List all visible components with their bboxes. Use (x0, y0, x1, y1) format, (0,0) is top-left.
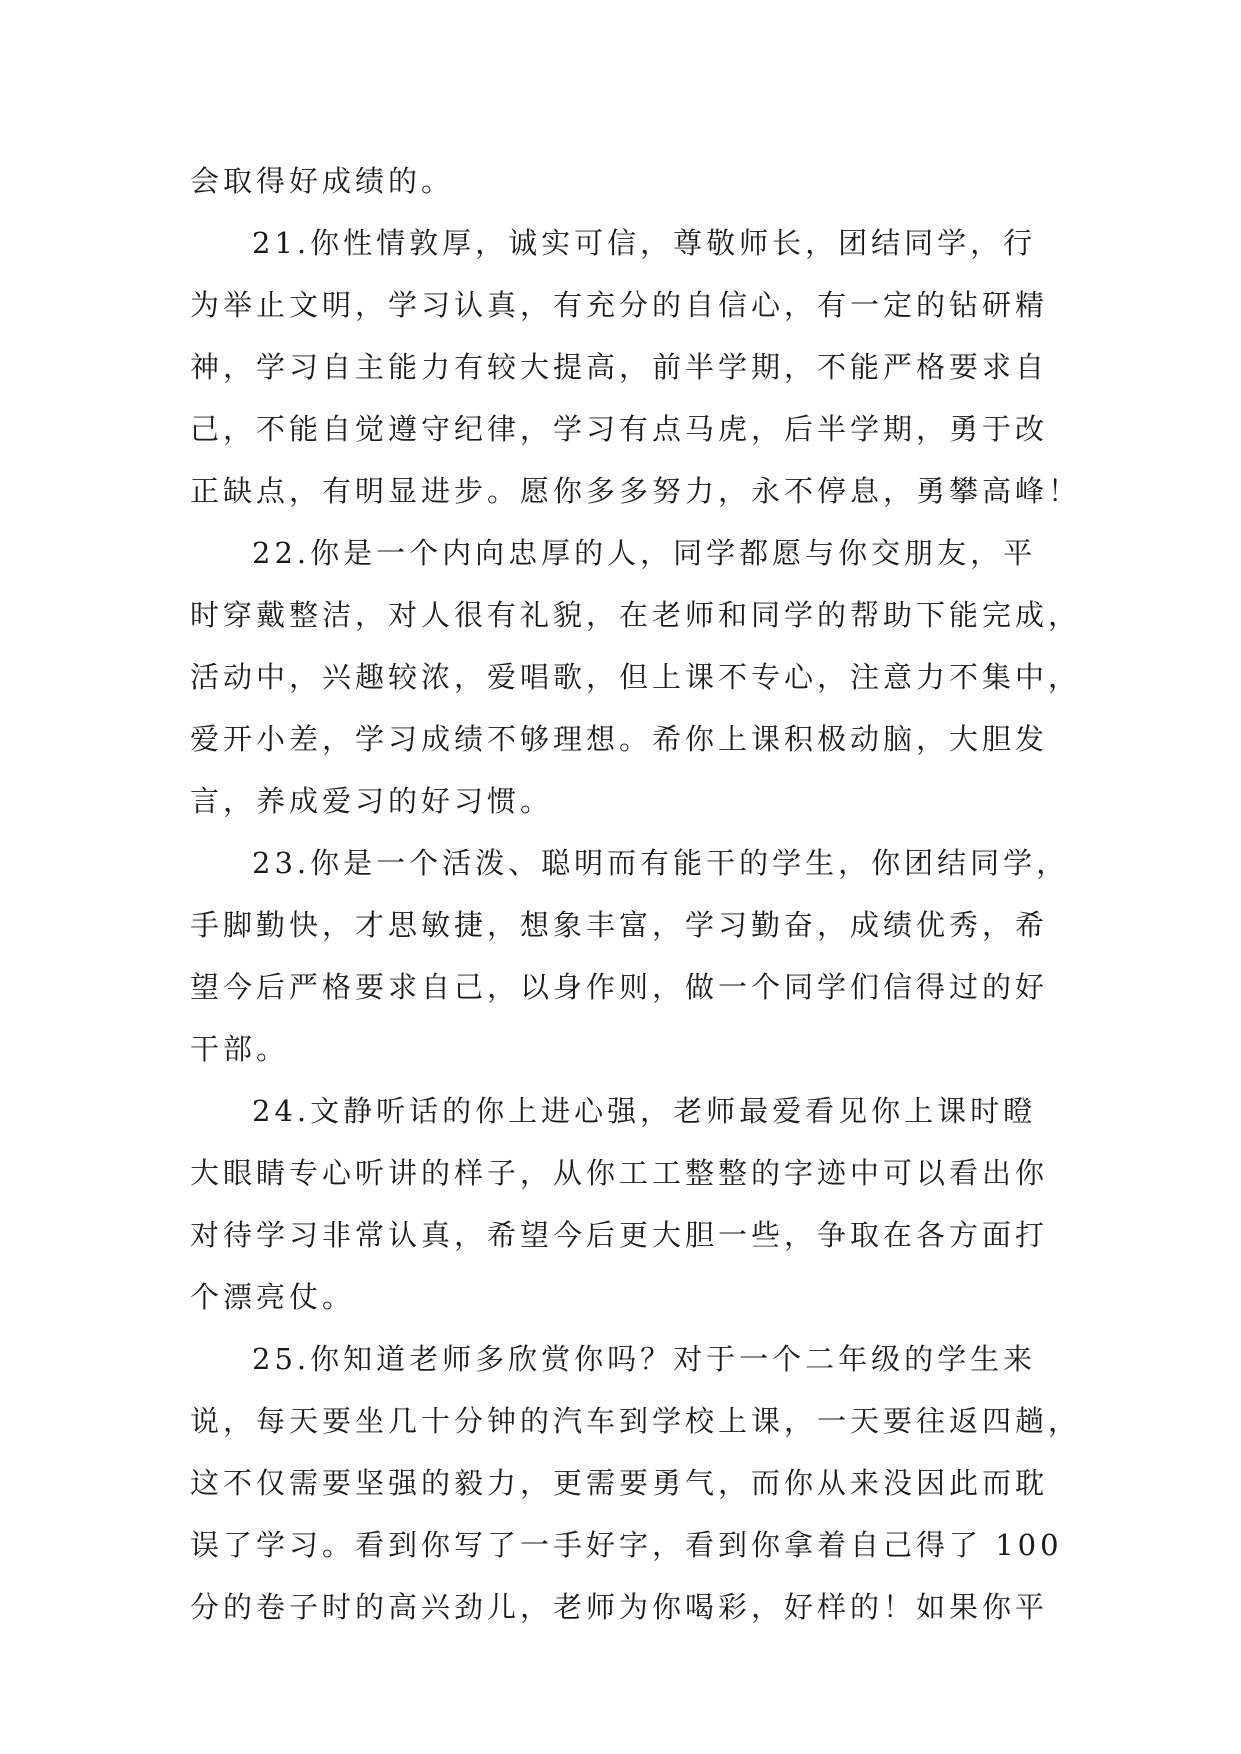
text-line: 神，学习自主能力有较大提高，前半学期，不能严格要求自 (190, 350, 1049, 384)
text-line: 这不仅需要坚强的毅力，更需要勇气，而你从来没因此而耽 (190, 1466, 1049, 1500)
text-line: 时穿戴整洁，对人很有礼貌，在老师和同学的帮助下能完成， (190, 598, 1082, 632)
text-line: 25.你知道老师多欣赏你吗？对于一个二年级的学生来 (252, 1342, 1037, 1376)
text-line: 21.你性情敦厚，诚实可信，尊敬师长，团结同学，行 (252, 226, 1037, 260)
text-line: 对待学习非常认真，希望今后更大胆一些，争取在各方面打 (190, 1218, 1049, 1252)
text-line: 言，养成爱习的好习惯。 (190, 784, 554, 818)
text-line: 手脚勤快，才思敏捷，想象丰富，学习勤奋，成绩优秀，希 (190, 908, 1049, 942)
text-line: 误了学习。看到你写了一手好字，看到你拿着自己得了 100 (190, 1528, 1063, 1562)
text-line: 大眼睛专心听讲的样子，从你工工整整的字迹中可以看出你 (190, 1156, 1049, 1190)
text-line: 22.你是一个内向忠厚的人，同学都愿与你交朋友，平 (252, 536, 1037, 570)
text-line: 个漂亮仗。 (190, 1280, 356, 1314)
text-line: 活动中，兴趣较浓，爱唱歌，但上课不专心，注意力不集中， (190, 660, 1082, 694)
body-text (190, 150, 1082, 1638)
text-line: 望今后严格要求自己，以身作则，做一个同学们信得过的好 (190, 970, 1049, 1004)
text-line: 说，每天要坐几十分钟的汽车到学校上课，一天要往返四趟， (190, 1404, 1082, 1438)
text-line: 24.文静听话的你上进心强，老师最爱看见你上课时瞪 (252, 1094, 1037, 1128)
text-line: 爱开小差，学习成绩不够理想。希你上课积极动脑，大胆发 (190, 722, 1049, 756)
text-line: 会取得好成绩的。 (190, 164, 455, 198)
text-line: 为举止文明，学习认真，有充分的自信心，有一定的钻研精 (190, 288, 1049, 322)
text-line: 23.你是一个活泼、聪明而有能干的学生，你团结同学， (252, 846, 1070, 880)
text-line: 干部。 (190, 1032, 290, 1066)
text-line: 分的卷子时的高兴劲儿，老师为你喝彩，好样的！如果你平 (190, 1590, 1049, 1624)
text-line: 正缺点，有明显进步。愿你多多努力，永不停息，勇攀高峰！ (190, 474, 1082, 508)
text-line: 己，不能自觉遵守纪律，学习有点马虎，后半学期，勇于改 (190, 412, 1049, 446)
